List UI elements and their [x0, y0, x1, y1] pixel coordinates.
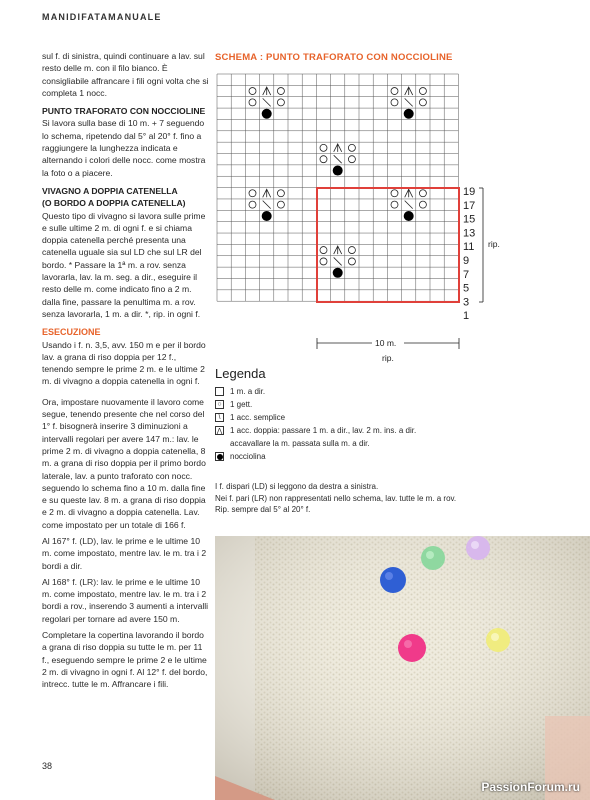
yarn-over-icon: ○ — [215, 400, 224, 409]
double-decrease-mark — [334, 246, 342, 254]
instructions-column — [42, 50, 209, 695]
yarn-over-mark — [391, 201, 398, 208]
double-decrease-mark — [405, 189, 413, 197]
yarn-over-mark — [277, 190, 284, 197]
yarn-over-mark — [348, 144, 355, 151]
yarn-over-mark — [419, 99, 426, 106]
single-decrease-mark — [405, 98, 413, 106]
yarn-over-mark — [277, 88, 284, 95]
legend-item-bobble: nocciolina — [215, 450, 416, 463]
yarn-over-mark — [320, 144, 327, 151]
esecuzione-paragraph-4: Al 168° f. (LR): lav. le prime e le ultime 10 m. come impostato, mentre lav. le m. tra i 2 bordi a rov., inserendo 3 aumenti a intervalli regolari per tornare ad avere 150 m. — [42, 576, 209, 624]
esecuzione-heading: ESECUZIONE — [42, 327, 101, 338]
single-decrease-mark — [263, 98, 271, 106]
legend-item-ssk: \ 1 acc. semplice — [215, 411, 416, 424]
yarn-over-mark — [249, 190, 256, 197]
bobble-yellow — [486, 628, 510, 652]
bobble-mark — [333, 268, 343, 278]
legend-item-double-dec: ⋀ 1 acc. doppia: passare 1 m. a dir., lav. 2 m. ins. a dir. — [216, 426, 417, 435]
legend-item-yo: ○ 1 gett. — [215, 398, 416, 411]
yarn-over-mark — [249, 201, 256, 208]
esecuzione-paragraph-3: Al 167° f. (LD), lav. le prime e le ultime 10 m. come impostato, mentre lav. le m. tra i 2 bordi a dir. — [42, 535, 207, 571]
double-decrease-mark — [263, 87, 271, 95]
bobble-mark — [404, 211, 414, 221]
bobble-mark — [333, 166, 343, 176]
double-decrease-mark — [334, 144, 342, 152]
repeat-box — [317, 188, 459, 302]
bobble-green — [421, 546, 445, 570]
width-label: 10 m. — [375, 338, 397, 348]
punto-heading: PUNTO TRAFORATO CON NOCCIOLINE — [42, 106, 206, 117]
note-repeat: Rip. sempre dal 5° al 20° f. — [215, 505, 311, 514]
yarn-over-mark — [419, 201, 426, 208]
rip-right-label: rip. — [488, 239, 500, 249]
yarn-over-mark — [391, 190, 398, 197]
yarn-over-mark — [277, 201, 284, 208]
bobble-lilac — [466, 536, 490, 560]
yarn-over-mark — [320, 247, 327, 254]
bobble-mark — [262, 109, 272, 119]
magazine-header — [42, 12, 162, 22]
chart-symbols — [249, 87, 426, 278]
bobble-pink — [398, 634, 426, 662]
row-number-label: 5 — [463, 282, 470, 295]
single-decrease-icon: \ — [215, 413, 224, 422]
double-decrease-icon: ⋀ — [216, 427, 223, 435]
bobble-icon — [215, 452, 224, 461]
intro-paragraph: sul f. di sinistra, quindi continuare a lav. sul resto delle m. con il filo bianco. È consigliabile affrancare i fili ogni volta che si completa 1 nocc. — [42, 51, 209, 98]
legend — [215, 366, 416, 463]
photo-illustration — [215, 536, 590, 800]
double-decrease-mark — [405, 87, 413, 95]
yarn-over-mark — [320, 156, 327, 163]
knit-icon — [215, 387, 224, 396]
legend-item-knit: 1 m. a dir. — [215, 385, 416, 398]
rip-bottom-label: rip. — [382, 353, 394, 363]
yarn-over-mark — [419, 88, 426, 95]
row-numbers — [463, 186, 475, 322]
row-number-label: 7 — [463, 268, 470, 281]
esecuzione-paragraph-2: Ora, impostare nuovamente il lavoro come segue, tenendo presente che nel corso del 1° f. bisognerà inserire 3 diminuzioni a intervalli regolari per avere 147 m.: lav. le prime 2 m. di vivagno a doppia catenella, 8 m. a grana di riso doppia per il primo bordo laterale, lav. a punto traforato con nocc. seguendo lo schema fino a 10 m. dalla fine e su queste lav. 8 m. a grana di riso doppia e 2 m. di vivagno a doppia catenella. Lav. come impostato per un totale di 166 f. — [42, 396, 206, 530]
single-decrease-mark — [334, 257, 342, 265]
row-number-label: 9 — [463, 255, 470, 267]
row-number-label: 11 — [463, 241, 475, 254]
row-number-label: 13 — [463, 227, 476, 240]
note-even-rows: Nei f. pari (LR) non rappresentati nello schema, lav. tutte le m. a rov. — [215, 493, 457, 503]
row-number-label: 17 — [463, 199, 476, 212]
brand-light: MANIDIFATA — [42, 12, 109, 22]
yarn-over-mark — [391, 99, 398, 106]
yarn-over-mark — [320, 258, 327, 265]
single-decrease-mark — [405, 201, 413, 209]
vivagno-paragraph: Questo tipo di vivagno si lavora sulle prime e sulle ultime 2 m. di ogni f. e si chiama doppia catenella perché presenta una catenella uguale sia sul LD che sul LR del bordo. * Passare la 1ª m. a rov. senza lavorarla, lav. la m. seg. a dir., eseguire il resto delle m. come indicato fino a 2 m. dalla fine, passare la penultima m. a rov. senza lavorarla, 1 m. a dir. *, rip. in ogni f. — [42, 210, 206, 319]
chart-notes — [215, 481, 456, 516]
double-decrease-mark — [263, 189, 271, 197]
yarn-over-mark — [277, 99, 284, 106]
legend-title: Legenda — [215, 366, 266, 381]
yarn-over-mark — [348, 247, 355, 254]
bobble-mark — [262, 211, 272, 221]
yarn-over-mark — [249, 99, 256, 106]
row-number-label: 3 — [463, 296, 470, 309]
watermark: PassionForum.ru — [481, 780, 580, 794]
yarn-over-mark — [348, 258, 355, 265]
esecuzione-paragraph-1: Usando i f. n. 3,5, avv. 150 m e per il bordo lav. a grana di riso doppia per 12 f., tenendo sempre le prime 2 m. e le ultime 2 m. di vivagno a doppia catenella in ogni f. — [42, 339, 206, 387]
note-odd-rows: I f. dispari (LD) si leggono da destra a sinistra. — [215, 482, 379, 491]
legend-item-double-dec-cont: accavallare la m. passata sulla m. a dir. — [230, 439, 370, 448]
row-number-label: 15 — [463, 213, 476, 226]
blanket-photo — [215, 536, 590, 800]
single-decrease-mark — [263, 201, 271, 209]
bobble-blue — [380, 567, 406, 593]
row-number-label: 19 — [463, 186, 476, 198]
yarn-over-mark — [391, 88, 398, 95]
bobble-mark — [404, 109, 414, 119]
single-decrease-mark — [334, 155, 342, 163]
esecuzione-paragraph-5: Completare la copertina lavorando il bordo a grana di riso doppia su tutte le m. per 11 f., eseguendo sempre le prime 2 e le ultime 2 m. di vivagno in ogni f. Al 12° f. del bordo, intrecc. tutte le m. Affrancare i fili. — [42, 630, 208, 690]
yarn-over-mark — [419, 190, 426, 197]
yarn-over-mark — [249, 88, 256, 95]
brand-bold: MANUALE — [108, 12, 162, 22]
yarn-over-mark — [348, 156, 355, 163]
page-number: 38 — [42, 761, 53, 771]
chart-title: SCHEMA : PUNTO TRAFORATO CON NOCCIOLINE — [215, 52, 453, 63]
knitting-chart — [205, 65, 505, 365]
row-number-label: 1 — [463, 310, 470, 323]
punto-paragraph: Si lavora sulla base di 10 m. + 7 seguendo lo schema, ripetendo dal 5° al 20° f. fino a raggiungere la lunghezza indicata e alternando i colori delle nocc. come mostra la foto o a piacere. — [42, 118, 206, 178]
vivagno-heading: VIVAGNO A DOPPIA CATENELLA (O BORDO A DOPPIA CATENELLA) — [42, 185, 186, 209]
